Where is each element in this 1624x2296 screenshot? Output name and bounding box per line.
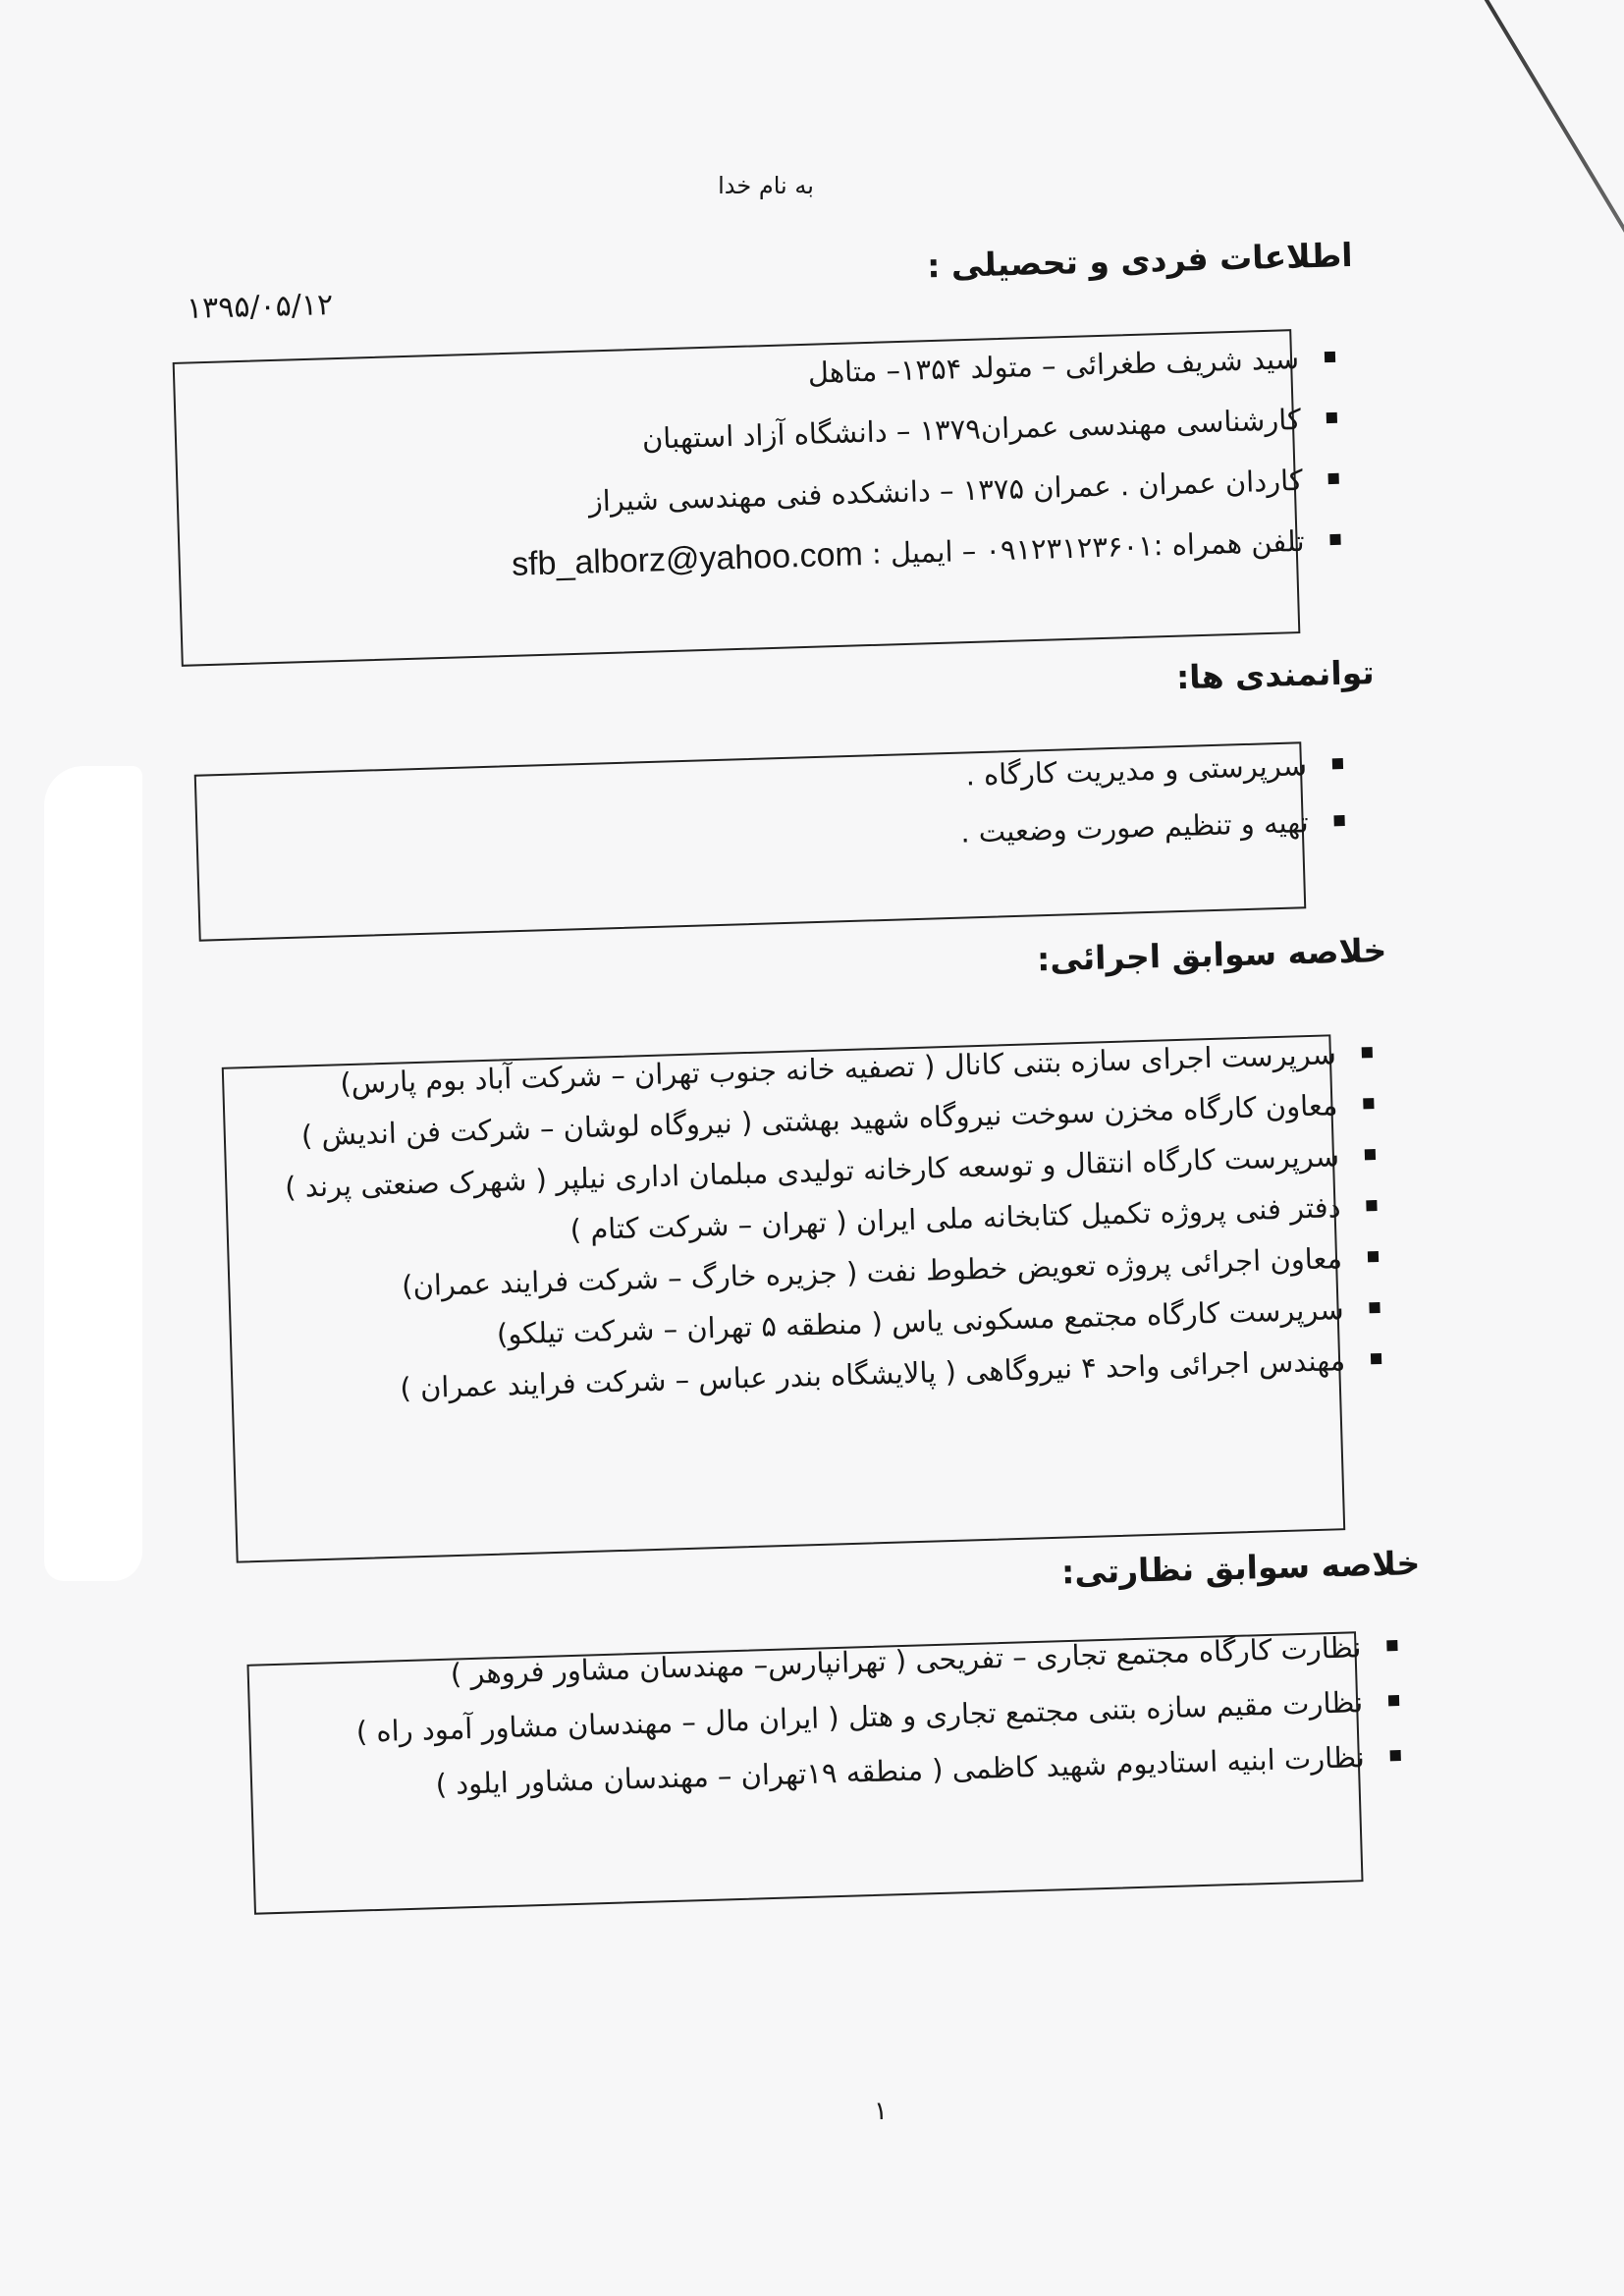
item-text: سرپرستی و مدیریت کارگاه . <box>965 748 1308 793</box>
bullet-icon <box>1368 1251 1379 1262</box>
bullet-icon <box>1390 1750 1401 1761</box>
page-number: ۱ <box>874 2097 888 2126</box>
item-text: نظارت کارگاه مجتمع تجاری – تفریحی ( تهرانپارس– مهندسان مشاور فروهر ) <box>450 1630 1362 1691</box>
bullet-icon <box>1328 473 1339 484</box>
section-title-execution: خلاصه سوابق اجرائی: <box>1036 931 1387 979</box>
bullet-icon <box>1326 412 1337 423</box>
item-text: سید شریف طغرائی – متولد ۱۳۵۴– متاهل <box>807 341 1300 390</box>
item-text: سرپرست کارگاه انتقال و توسعه کارخانه تولیدی مبلمان اداری نیلپر ( شهرک صنعتی پرند ) <box>284 1139 1340 1205</box>
item-text: دفتر فنی پروژه تکمیل کتابخانه ملی ایران ( تهران – شرکت کتام ) <box>569 1190 1341 1247</box>
item-text: تهیه و تنظیم صورت وضعیت . <box>959 805 1310 849</box>
execution-history-box <box>222 1034 1345 1562</box>
item-text: کاردان عمران . عمران ۱۳۷۵ – دانشکده فنی مهندسی شیراز <box>588 463 1304 519</box>
bullet-icon <box>1329 534 1340 545</box>
section-title-personal: اطلاعات فردی و تحصیلی : <box>927 236 1354 286</box>
item-text: سرپرست اجرای سازه بتنی کانال ( تصفیه خانه جنوب تهران – شرکت آباد بوم پارس) <box>339 1037 1337 1101</box>
email-address: sfb_alborz@yahoo.com <box>511 535 864 583</box>
bullet-icon <box>1366 1200 1377 1211</box>
bullet-icon <box>1365 1149 1376 1160</box>
section-title-skills: توانمندی ها: <box>1175 653 1376 697</box>
bullet-icon <box>1362 1047 1373 1058</box>
supervision-history-box <box>246 1630 1366 1914</box>
item-text: مهندس اجرائی واحد ۴ نیروگاهی ( پالایشگاه بندر عباس – شرکت فرایند عمران ) <box>400 1343 1346 1405</box>
bullet-icon <box>1371 1353 1381 1364</box>
item-text: نظارت ابنیه استادیوم شهید کاظمی ( منطقه ۱۹تهران – مهندسان مشاور ایلود ) <box>435 1740 1366 1802</box>
bullet-icon <box>1325 352 1335 362</box>
bullet-icon <box>1386 1640 1397 1651</box>
bullet-icon <box>1332 758 1343 769</box>
bullet-icon <box>1388 1695 1399 1706</box>
bullet-icon <box>1369 1302 1380 1313</box>
item-text: کارشناسی مهندسی عمران۱۳۷۹ – دانشگاه آزاد استهبان <box>641 402 1302 456</box>
item-text: معاون اجرائی پروژه تعویض خطوط نفت ( جزیره خارگ – شرکت فرایند عمران) <box>401 1241 1343 1303</box>
basmala: به نام خدا <box>718 172 814 199</box>
bullet-icon <box>1333 815 1344 826</box>
section-title-supervision: خلاصه سوابق نظارتی: <box>1060 1544 1421 1592</box>
item-text: تلفن همراه :۰۹۱۲۳۱۲۳۶۰۱ – ایمیل : <box>871 523 1306 571</box>
scan-white-patch <box>44 766 142 1581</box>
item-text: سرپرست کارگاه مجتمع مسکونی یاس ( منطقه ۵ تهران – شرکت تیلکو) <box>496 1292 1345 1351</box>
personal-info-box <box>173 329 1306 667</box>
scan-scratch-mark <box>1473 0 1624 301</box>
item-text: معاون کارگاه مخزن سوخت نیروگاه شهید بهشتی ( نیروگاه لوشان – شرکت فن اندیش ) <box>300 1088 1338 1153</box>
bullet-icon <box>1363 1098 1374 1109</box>
item-text: نظارت مقیم سازه بتنی مجتمع تجاری و هتل ( ایران مال – مهندسان مشاور آمود راه ) <box>355 1685 1364 1749</box>
document-date: ۱۳۹۵/۰۵/۱۲ <box>186 288 334 326</box>
skills-box <box>194 741 1310 941</box>
